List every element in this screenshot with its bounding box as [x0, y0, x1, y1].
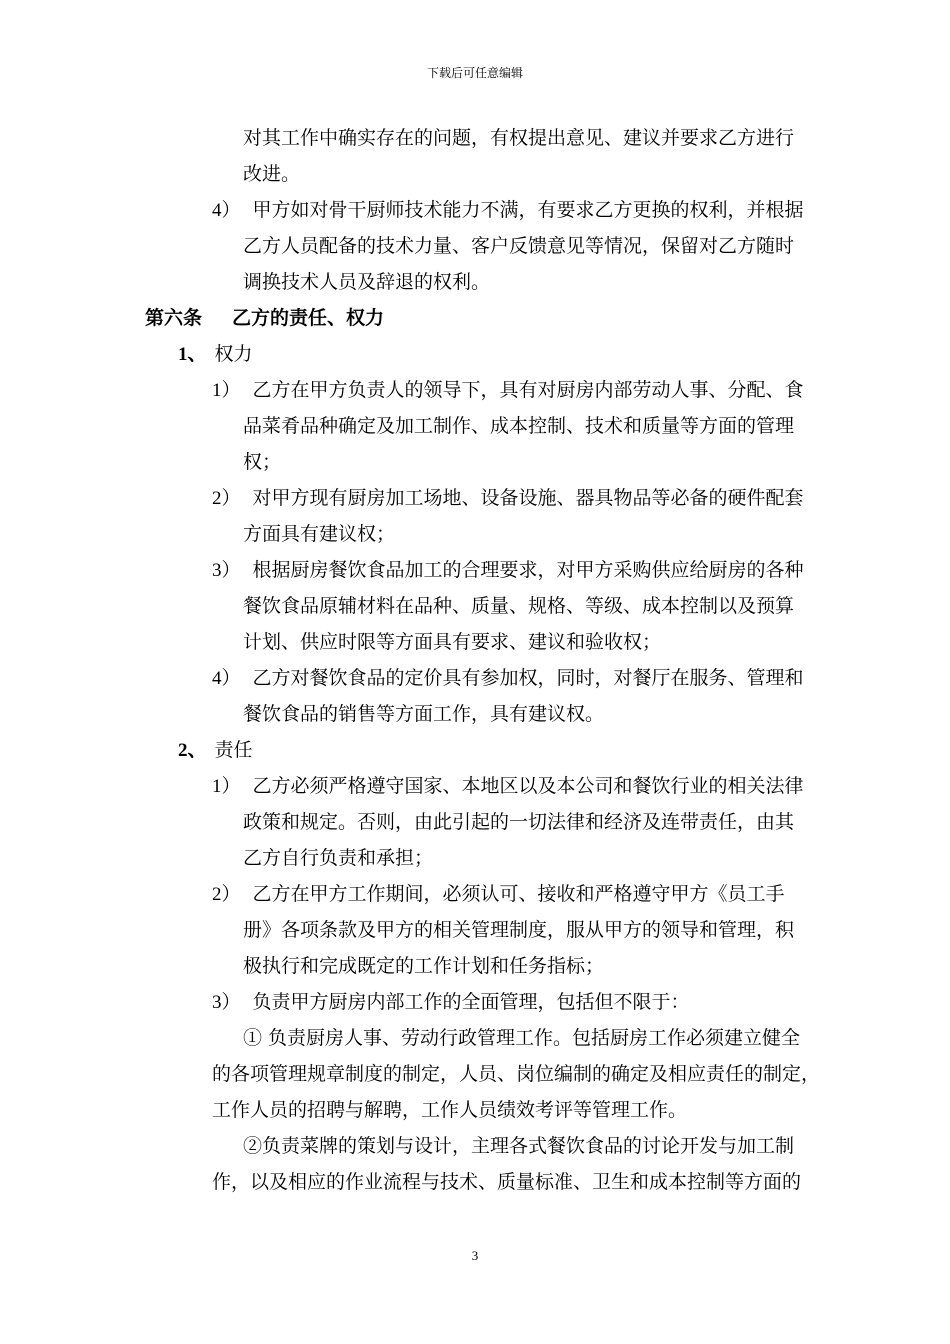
- list-item: [212, 990, 690, 1015]
- page-number: 3: [471, 1248, 479, 1263]
- list-item: [212, 882, 785, 907]
- text-line: 乙方自行负责和承担；: [243, 847, 434, 869]
- text-line: 权；: [243, 451, 282, 473]
- item-number: 3）: [212, 992, 241, 1013]
- item-text: 甲方如对骨干厨师技术能力不满，有要求乙方更换的权利，并根据: [252, 199, 804, 221]
- text-line: 乙方人员配备的技术力量、客户反馈意见等情况，保留对乙方随时: [243, 235, 795, 257]
- text-line: 改进。: [243, 163, 301, 185]
- item-text: 乙方在甲方负责人的领导下，具有对厨房内部劳动人事、分配、食: [252, 379, 804, 401]
- section-title: 责任: [214, 739, 253, 761]
- text-line: 工作人员的招聘与解聘，工作人员绩效考评等管理工作。: [212, 1099, 688, 1121]
- article-title: 乙方的责任、权力: [232, 307, 385, 329]
- text-line: 计划、供应时限等方面具有要求、建议和验收权；: [243, 631, 662, 653]
- list-item: [212, 486, 804, 511]
- text-line: 调换技术人员及辞退的权利。: [243, 271, 491, 293]
- list-item: [212, 774, 804, 799]
- text-line: 对其工作中确实存在的问题，有权提出意见、建议并要求乙方进行: [243, 127, 795, 149]
- text-line: 的各项管理规章制度的制定，人员、岗位编制的确定及相应责任的制定，: [212, 1063, 821, 1085]
- text-line: 方面具有建议权；: [243, 523, 396, 545]
- item-number: 1）: [212, 380, 241, 401]
- section-title: 权力: [214, 343, 253, 365]
- section-number: 2、: [178, 740, 207, 761]
- list-item: [212, 558, 804, 583]
- item-text: 乙方在甲方工作期间，必须认可、接收和严格遵守甲方《员工手: [252, 883, 785, 905]
- text-line: 册》各项条款及甲方的相关管理制度，服从甲方的领导和管理，积: [243, 919, 795, 941]
- text-line: ②负责菜牌的策划与设计，主理各式餐饮食品的讨论开发与加工制: [243, 1135, 795, 1157]
- item-number: 2）: [212, 884, 241, 905]
- text-line: 作，以及相应的作业流程与技术、质量标准、卫生和成本控制等方面的: [212, 1171, 802, 1193]
- text-line: 极执行和完成既定的工作计划和任务指标；: [243, 955, 605, 977]
- section-number: 1、: [178, 344, 207, 365]
- text-line: 政策和规定。否则，由此引起的一切法律和经济及连带责任，由其: [243, 811, 795, 833]
- item-number: 4）: [212, 668, 241, 689]
- item-text: 乙方必须严格遵守国家、本地区以及本公司和餐饮行业的相关法律: [252, 775, 804, 797]
- item-number: 2）: [212, 488, 241, 509]
- page-header: 下载后可任意编辑: [426, 66, 523, 80]
- item-text: 负责甲方厨房内部工作的全面管理，包括但不限于：: [252, 991, 690, 1013]
- list-item: [212, 198, 804, 223]
- text-line: ① 负责厨房人事、劳动行政管理工作。包括厨房工作必须建立健全: [243, 1027, 801, 1049]
- item-text: 对甲方现有厨房加工场地、设备设施、器具物品等必备的硬件配套: [252, 487, 804, 509]
- item-text: 乙方对餐饮食品的定价具有参加权，同时，对餐厅在服务、管理和: [252, 667, 804, 689]
- section-heading: [178, 342, 253, 367]
- item-number: 4）: [212, 200, 241, 221]
- article-heading: [145, 306, 384, 330]
- section-heading: [178, 738, 253, 763]
- list-item: [212, 666, 804, 691]
- text-line: 餐饮食品原辅材料在品种、质量、规格、等级、成本控制以及预算: [243, 595, 795, 617]
- item-number: 1）: [212, 776, 241, 797]
- text-line: 品菜肴品种确定及加工制作、成本控制、技术和质量等方面的管理: [243, 415, 795, 437]
- article-label: 第六条: [145, 307, 203, 329]
- item-text: 根据厨房餐饮食品加工的合理要求，对甲方采购供应给厨房的各种: [252, 559, 804, 581]
- item-number: 3）: [212, 560, 241, 581]
- text-line: 餐饮食品的销售等方面工作，具有建议权。: [243, 703, 605, 725]
- list-item: [212, 378, 804, 403]
